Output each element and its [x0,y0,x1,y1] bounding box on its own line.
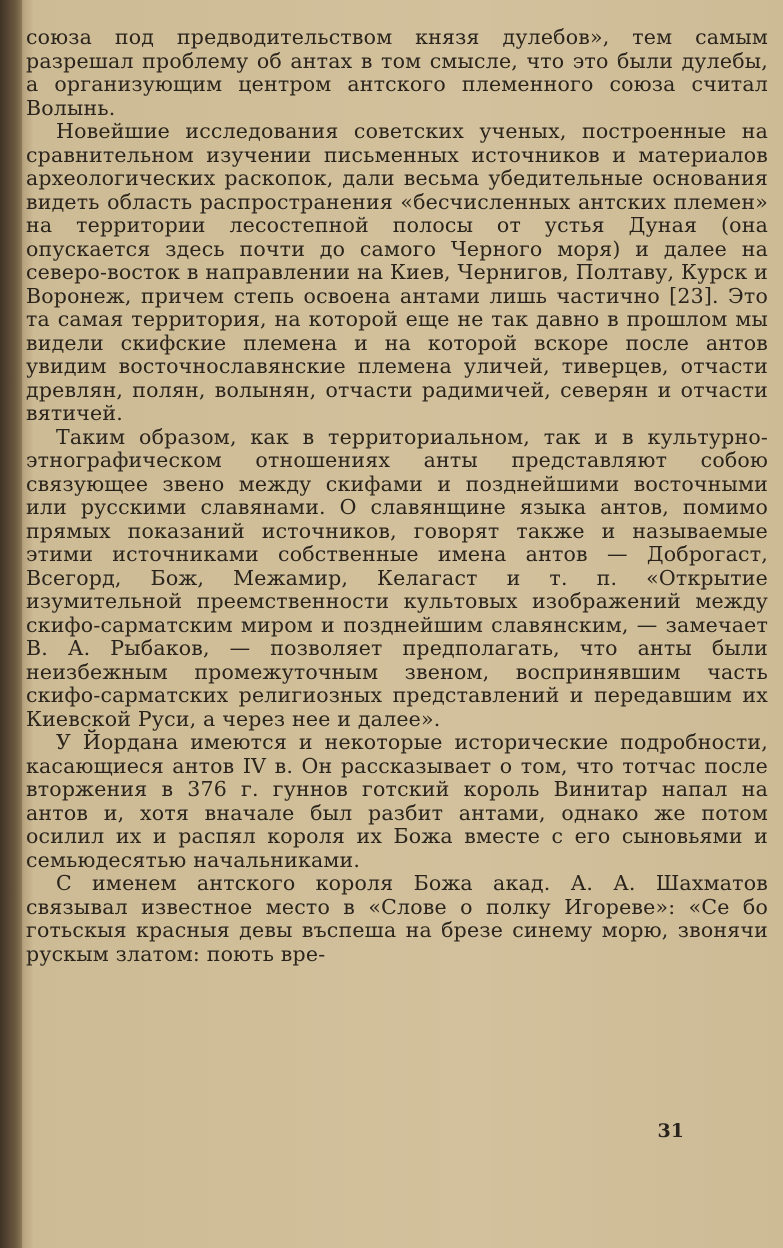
book-spine-shadow [0,0,22,1248]
paragraph: Таким образом, как в территориальном, так и в культурно-этнографическом отношениях анты представляют собою связующее звено между скифами и позднейшими восточными или русскими славянами. О славянщине языка антов, помимо прямых показаний источников, говорят также и называемые этими источниками собственные имена антов — Доброгаст, Всегорд, Бож, Межамир, Келагаст и т. п. «Открытие изумительной преемственности культовых изображений между скифо-сарматским миром и позднейшим славянским, — замечает В. А. Рыбаков, — позволяет предполагать, что анты были неизбежным промежуточным звеном, воспринявшим часть скифо-сарматских религиозных представлений и передавшим их Киевской Руси, а через нее и далее». [26,424,768,731]
body-text [26,26,768,966]
paragraph: союза под предводительством князя дулебов», тем самым разрешал проблему об антах в том смысле, что это были дулебы, а организующим центром антского племенного союза считал Волынь. [26,25,768,120]
paragraph: С именем антского короля Божа акад. А. А. Шахматов связывал известное место в «Слове о полку Игореве»: «Се бо готьскыя красныя девы въспеша на брезе синему морю, звонячи рускым златом: поють вре- [26,871,768,966]
paragraph: У Йордана имеются и некоторые исторические подробности, касающиеся антов IV в. Он рассказывает о том, что тотчас после вторжения в 376 г. гуннов готский король Винитар напал на антов и, хотя вначале был разбит антами, однако же потом осилил их и распял короля их Божа вместе с его сыновьями и семьюдесятью начальниками. [26,730,768,872]
page-number: 31 [657,1120,684,1142]
paragraph: Новейшие исследования советских ученых, построенные на сравнительном изучении письменных источников и материалов археологических раскопок, дали весьма убедительные основания видеть область распространения «бесчисленных антских племен» на территории лесостепной полосы от устья Дуная (она опускается здесь почти до самого Черного моря) и далее на северо-восток в направлении на Киев, Чернигов, Полтаву, Курск и Воронеж, причем степь освоена антами лишь частично [23]. Это та самая территория, на которой еще не так давно в прошлом мы видели скифские племена и на которой вскоре после антов увидим восточнославянские племена уличей, тиверцев, отчасти древлян, полян, волынян, отчасти радимичей, северян и отчасти вятичей. [26,119,768,425]
